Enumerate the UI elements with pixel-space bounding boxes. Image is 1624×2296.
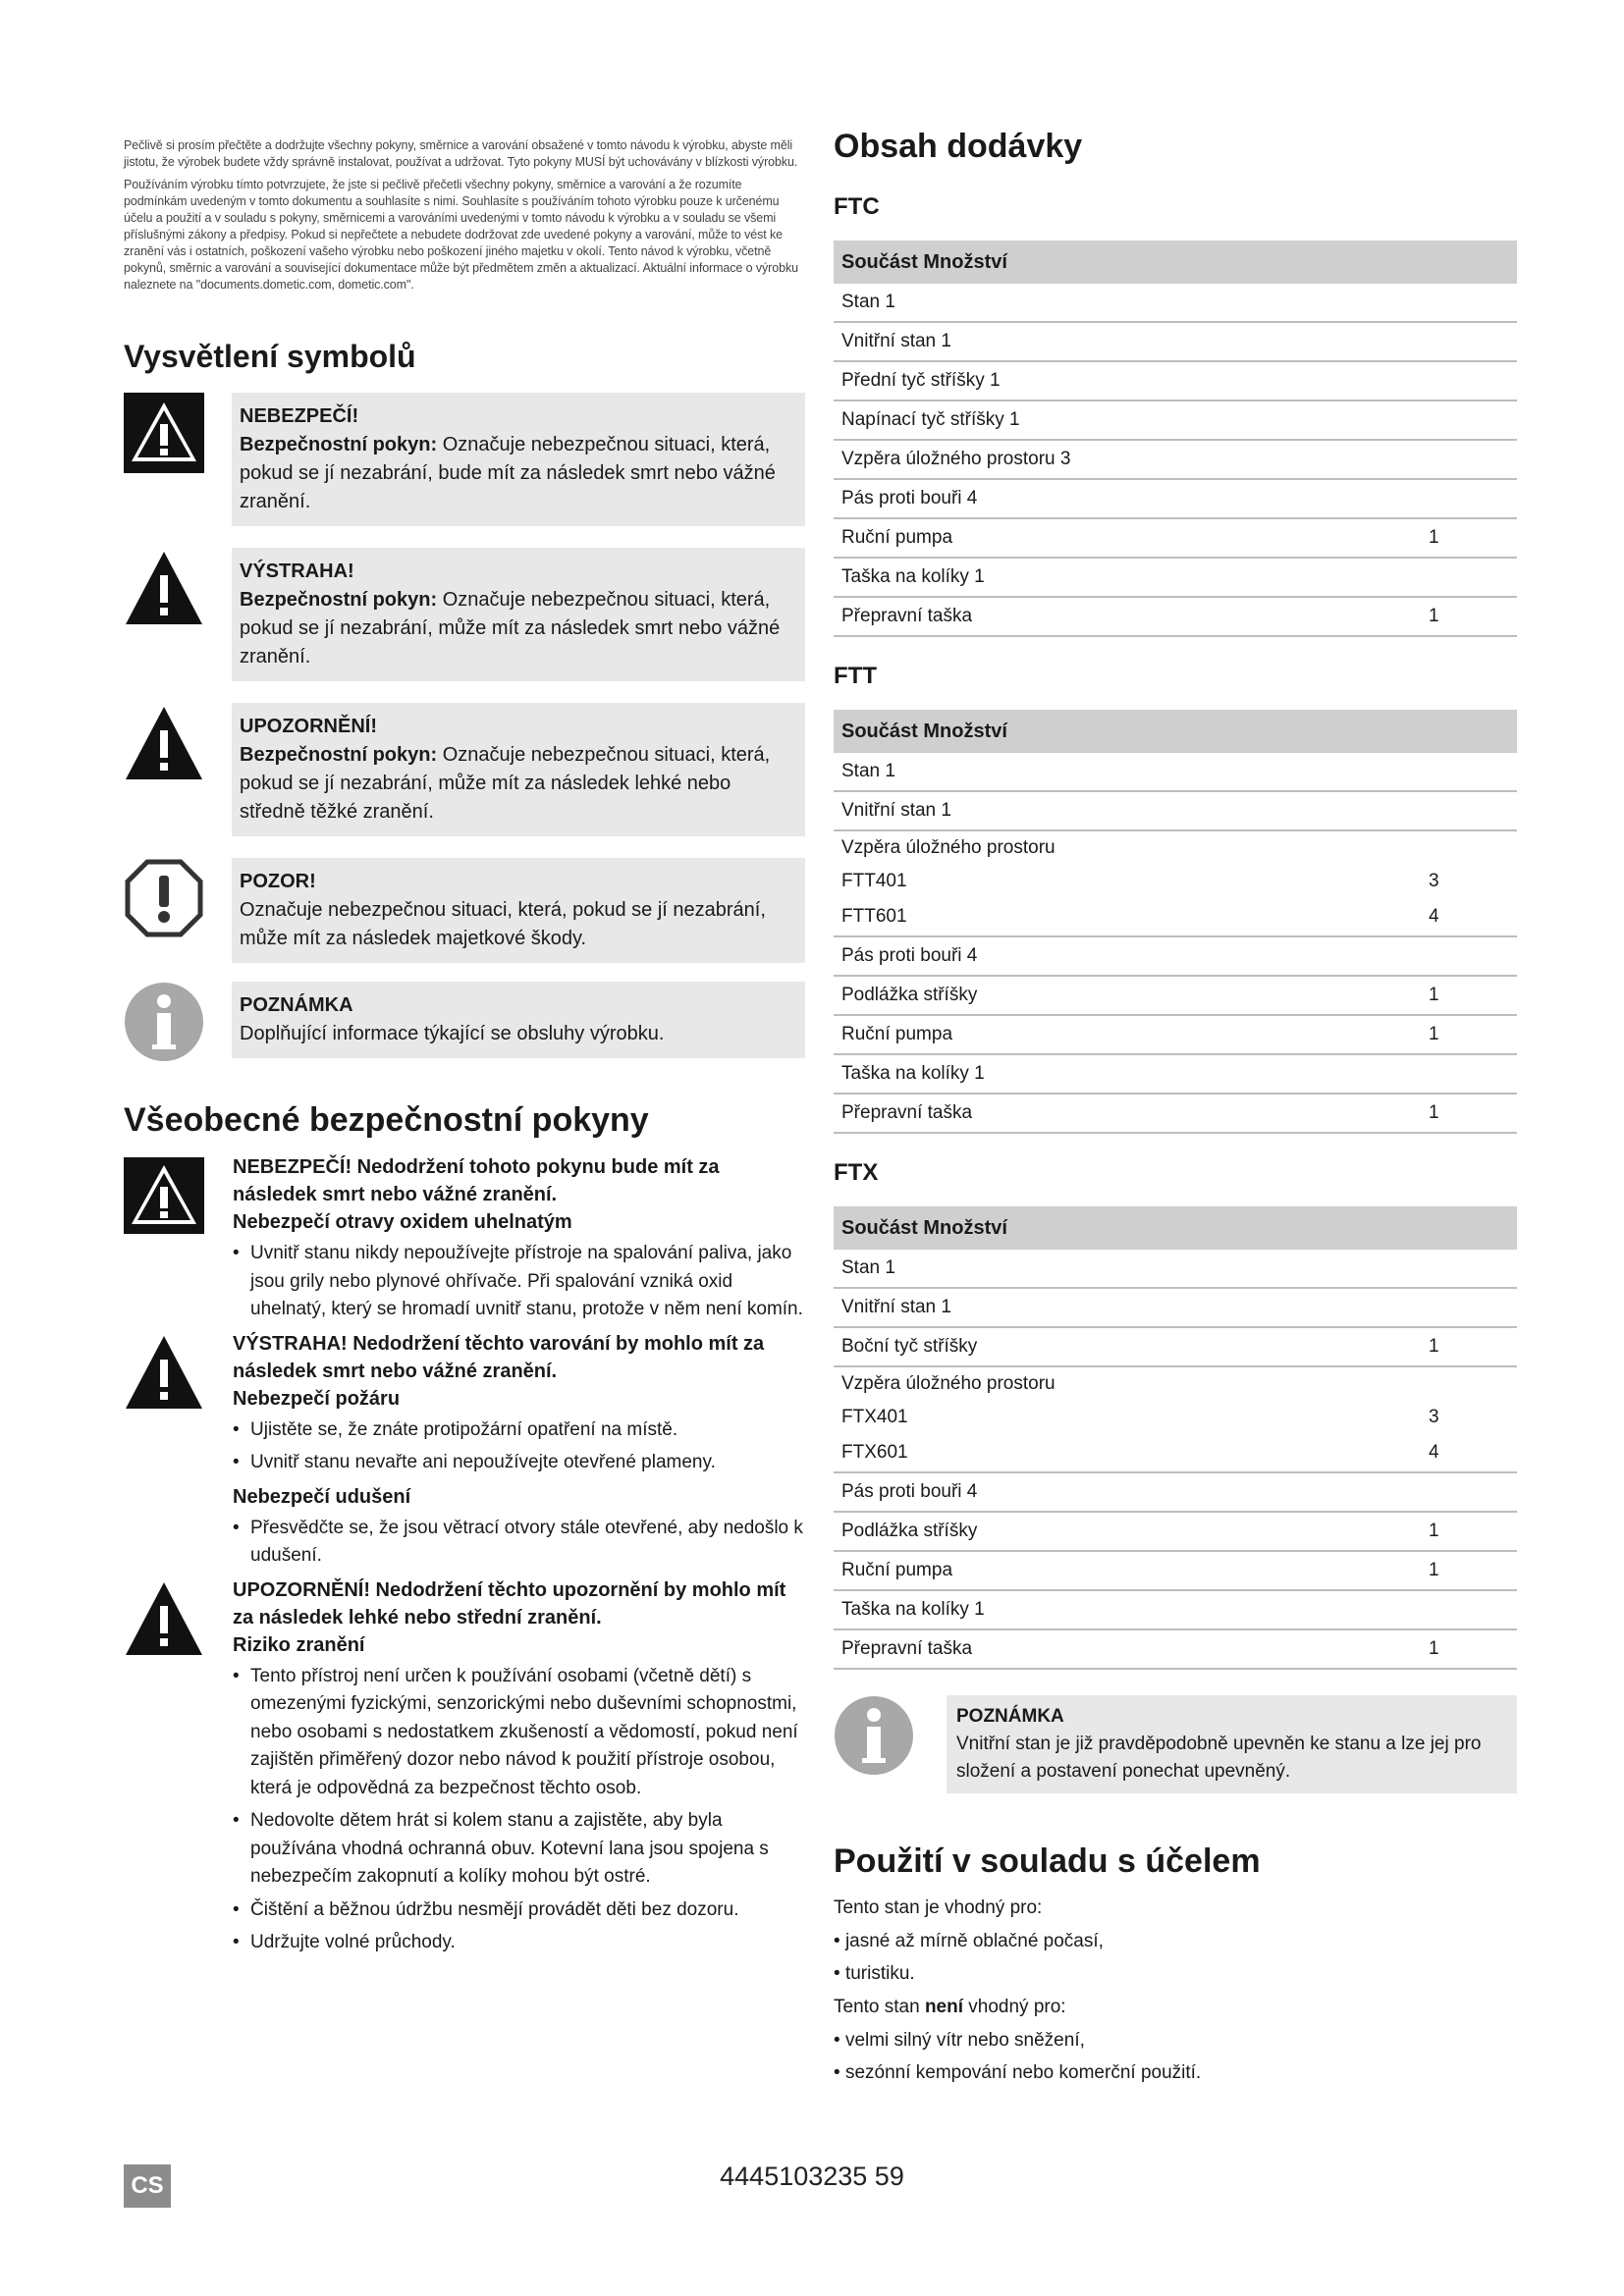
unsuitable-post: vhodný pro: bbox=[963, 1997, 1066, 2017]
row-item-name: Podlážka stříšky bbox=[841, 1521, 978, 1541]
row-item-qty bbox=[1429, 1289, 1517, 1326]
unsuitable-intro bbox=[834, 1994, 1517, 2021]
row-item-name: Podlážka stříšky bbox=[841, 985, 978, 1005]
safety-warning-list-fire bbox=[233, 1416, 805, 1477]
table-row bbox=[834, 831, 1517, 865]
row-item-qty: 1 bbox=[1429, 985, 1439, 1005]
row-item-qty bbox=[1429, 362, 1517, 400]
unsuitable-pre: Tento stan bbox=[834, 1997, 925, 2017]
symbol-danger-box bbox=[232, 393, 805, 526]
row-item-qty: 1 bbox=[1429, 1560, 1439, 1580]
symbol-caution-title: UPOZORNĚNÍ! bbox=[240, 716, 377, 737]
row-item-qty: 1 bbox=[1429, 606, 1439, 626]
table-row bbox=[834, 1095, 1517, 1134]
row-item-qty: 1 bbox=[1429, 1102, 1439, 1123]
contents-note-box bbox=[947, 1695, 1517, 1793]
left-column bbox=[124, 137, 805, 1963]
row-item-name: Vnitřní stan 1 bbox=[841, 1297, 951, 1317]
list-item: • Nedovolte dětem hrát si kolem stanu a zajistěte, aby byla používána vhodná ochranná obuv. Kotevní lana jsou spojena s nebezpečím zakopnutí a kolíky mohou být ostré. bbox=[233, 1807, 805, 1892]
table-row bbox=[834, 937, 1517, 977]
symbol-caution-text: Označuje nebezpečnou situaci, která, pokud se jí nezabrání, může mít za následek lehké nebo středně těžké zranění. bbox=[240, 744, 771, 823]
safety-caution-head: UPOZORNĚNÍ! Nedodržení těchto upozornění by mohlo mít za následek lehké nebo střední zranění. bbox=[233, 1578, 786, 1629]
table-row bbox=[834, 1250, 1517, 1289]
intro-paragraph-1: Pečlivě si prosím přečtěte a dodržujte všechny pokyny, směrnice a varování obsažené v tomto návodu k výrobku, abyste měli jistotu, že výrobek budete vždy správně instalovat, používat a udržovat. Tyto pokyny MUSÍ být uchovávány v blízkosti výrobku. bbox=[124, 138, 798, 169]
intended-use-heading: Použití v souladu s účelem bbox=[834, 1842, 1261, 1880]
contents-note-text: Vnitřní stan je již pravděpodobně upevněn ke stanu a lze jej pro složení a postavení ponechat upevněný. bbox=[956, 1734, 1482, 1782]
list-item: • Uvnitř stanu nevařte ani nepoužívejte otevřené plameny. bbox=[233, 1449, 805, 1477]
unsuitable-bold: není bbox=[924, 1997, 964, 2017]
row-item-qty bbox=[1429, 559, 1517, 596]
symbol-note-text: Doplňující informace týkající se obsluhy výrobku. bbox=[240, 1023, 665, 1044]
row-item-name: Pás proti bouři 4 bbox=[841, 488, 978, 508]
row-item-qty bbox=[1429, 1250, 1517, 1287]
row-item-qty bbox=[1429, 480, 1517, 517]
row-item-name: Vzpěra úložného prostoru bbox=[841, 1373, 1056, 1394]
safety-heading: Všeobecné bezpečnostní pokyny bbox=[124, 1101, 649, 1139]
row-item-qty: 1 bbox=[1429, 527, 1439, 548]
info-icon bbox=[834, 1695, 914, 1776]
table-row bbox=[834, 1434, 1517, 1473]
row-item-qty bbox=[1429, 323, 1517, 360]
row-item-qty bbox=[1429, 937, 1517, 975]
row-item-name: Přepravní taška bbox=[841, 1102, 973, 1123]
warning-icon bbox=[124, 1334, 204, 1411]
row-item-qty bbox=[1429, 831, 1517, 865]
row-item-name: Vnitřní stan 1 bbox=[841, 331, 951, 351]
contents-tables bbox=[834, 193, 1517, 1670]
list-item: • Ujistěte se, že znáte protipožární opatření na místě. bbox=[233, 1416, 805, 1445]
symbol-danger-lead: Bezpečnostní pokyn: bbox=[240, 434, 438, 455]
row-item-name: Vzpěra úložného prostoru bbox=[841, 837, 1056, 858]
list-item: • Čištění a běžnou údržbu nesmějí provádět děti bez dozoru. bbox=[233, 1896, 805, 1925]
row-item-qty: 3 bbox=[1429, 871, 1439, 891]
intro-text bbox=[124, 137, 805, 294]
row-item-qty bbox=[1429, 1473, 1517, 1511]
table-title: FTX bbox=[834, 1159, 879, 1186]
row-item-name: Přepravní taška bbox=[841, 606, 973, 626]
contents-note bbox=[834, 1695, 1517, 1813]
safety-caution-list bbox=[233, 1663, 805, 1957]
danger-icon bbox=[124, 1157, 204, 1234]
row-item-name: Pás proti bouři 4 bbox=[841, 945, 978, 966]
row-item-name: Přepravní taška bbox=[841, 1638, 973, 1659]
row-item-qty bbox=[1429, 284, 1517, 321]
symbol-note bbox=[124, 982, 805, 1080]
intended-use bbox=[834, 1895, 1517, 2087]
symbol-note-box bbox=[232, 982, 805, 1058]
row-item-qty: 4 bbox=[1429, 1442, 1439, 1463]
symbol-notice bbox=[124, 858, 805, 982]
list-item: • velmi silný vítr nebo sněžení, bbox=[834, 2027, 1517, 2055]
row-item-name: Napínací tyč stříšky 1 bbox=[841, 409, 1020, 430]
safety-danger bbox=[124, 1153, 805, 1324]
right-column bbox=[834, 128, 1517, 2093]
contents-note-title: POZNÁMKA bbox=[956, 1706, 1064, 1727]
intro-paragraph-2: Používáním výrobku tímto potvrzujete, že jste si pečlivě přečetli všechny pokyny, směrnice a varování a že rozumíte podmínkám uvedeným v tomto dokumentu a souhlasíte s nimi. Souhlasíte s používáním tohoto výrobku pouze k určenému účelu a použití a v souladu s pokyny, směrnicemi a varováními uvedenými v tomto návodu k výrobku a v souladu se všemi příslušnými zákony a předpisy. Pokud si nepřečtete a nebudete dodržovat zde uvedené pokyny a varování, může to vést ke zranění vás i ostatních, poškození vašeho výrobku nebo poškození jiného majetku v okolí. Tento návod k výrobku, včetně pokynů, směrnic a varování a související dokumentace může být předmětem změn a aktualizací. Aktuální informace o výrobku naleznete na "documents.dometic.com, dometic.com". bbox=[124, 178, 798, 292]
table-row bbox=[834, 1630, 1517, 1670]
list-item: • Udržujte volné průchody. bbox=[233, 1929, 805, 1957]
row-item-qty: 4 bbox=[1429, 906, 1439, 927]
table-row bbox=[834, 1328, 1517, 1367]
table-row bbox=[834, 1367, 1517, 1401]
row-item-qty: 1 bbox=[1429, 1638, 1439, 1659]
list-item: • turistiku. bbox=[834, 1960, 1517, 1988]
symbol-caution-box bbox=[232, 703, 805, 836]
contents-heading: Obsah dodávky bbox=[834, 128, 1083, 165]
table-header: Součást Množství bbox=[834, 710, 1517, 753]
table-row bbox=[834, 519, 1517, 559]
notice-octagon-icon bbox=[124, 858, 204, 938]
safety-danger-head: NEBEZPEČÍ! Nedodržení tohoto pokynu bude mít za následek smrt nebo vážné zranění. bbox=[233, 1156, 720, 1205]
table-row bbox=[834, 441, 1517, 480]
row-item-qty bbox=[1429, 753, 1517, 790]
row-item-qty: 1 bbox=[1429, 1024, 1439, 1044]
row-item-name: Taška na kolíky 1 bbox=[841, 1063, 985, 1084]
symbol-notice-title: POZOR! bbox=[240, 871, 316, 892]
table-row bbox=[834, 1591, 1517, 1630]
row-item-qty bbox=[1429, 1367, 1517, 1401]
row-item-name: Stan 1 bbox=[841, 1257, 895, 1278]
row-item-qty bbox=[1429, 441, 1517, 478]
contents-table bbox=[834, 240, 1517, 637]
row-item-name: FTX601 bbox=[841, 1442, 908, 1463]
symbol-danger-title: NEBEZPEČÍ! bbox=[240, 405, 359, 427]
row-item-qty bbox=[1429, 1055, 1517, 1093]
danger-icon bbox=[124, 393, 204, 473]
info-icon bbox=[124, 982, 204, 1062]
row-item-name: Pás proti bouři 4 bbox=[841, 1481, 978, 1502]
table-row bbox=[834, 323, 1517, 362]
table-row bbox=[834, 898, 1517, 937]
table-row bbox=[834, 1473, 1517, 1513]
symbol-caution bbox=[124, 703, 805, 858]
symbol-notice-text: Označuje nebezpečnou situaci, která, pokud se jí nezabrání, může mít za následek majetkové škody. bbox=[240, 899, 766, 949]
table-row bbox=[834, 1289, 1517, 1328]
safety-danger-list bbox=[233, 1240, 805, 1324]
table-row bbox=[834, 284, 1517, 323]
safety-caution bbox=[124, 1576, 805, 1957]
safety-warning-sub-fire: Nebezpečí požáru bbox=[233, 1387, 401, 1410]
table-title: FTT bbox=[834, 663, 877, 689]
table-row bbox=[834, 401, 1517, 441]
row-item-name: Ruční pumpa bbox=[841, 527, 953, 548]
row-item-name: Ruční pumpa bbox=[841, 1024, 953, 1044]
list-item: • Přesvědčte se, že jsou větrací otvory stále otevřené, aby nedošlo k udušení. bbox=[233, 1515, 805, 1571]
row-item-qty bbox=[1429, 401, 1517, 439]
table-row bbox=[834, 977, 1517, 1016]
row-item-name: Stan 1 bbox=[841, 292, 895, 312]
contents-table bbox=[834, 1206, 1517, 1670]
table-row bbox=[834, 1055, 1517, 1095]
table-header: Součást Množství bbox=[834, 240, 1517, 284]
symbol-danger bbox=[124, 393, 805, 548]
row-item-qty: 1 bbox=[1429, 1336, 1439, 1357]
list-item: • Uvnitř stanu nikdy nepoužívejte přístroje na spalování paliva, jako jsou grily nebo plynové ohřívače. Při spalování vzniká oxid uhelnatý, který se hromadí uvnitř stanu, protože v něm není komín. bbox=[233, 1240, 805, 1324]
symbol-warning-lead: Bezpečnostní pokyn: bbox=[240, 589, 438, 611]
table-header: Součást Množství bbox=[834, 1206, 1517, 1250]
contents-table bbox=[834, 710, 1517, 1134]
safety-warning-sub-suffocation: Nebezpečí udušení bbox=[233, 1485, 411, 1508]
row-item-name: Vzpěra úložného prostoru 3 bbox=[841, 449, 1071, 469]
table-row bbox=[834, 559, 1517, 598]
list-item: • jasné až mírně oblačné počasí, bbox=[834, 1928, 1517, 1955]
safety-warning-head: VÝSTRAHA! Nedodržení těchto varování by mohlo mít za následek smrt nebo vážné zranění. bbox=[233, 1332, 765, 1382]
row-item-qty bbox=[1429, 1591, 1517, 1629]
row-item-qty: 1 bbox=[1429, 1521, 1439, 1541]
table-row bbox=[834, 598, 1517, 637]
row-item-name: FTT401 bbox=[841, 871, 907, 891]
table-row bbox=[834, 865, 1517, 898]
symbol-caution-lead: Bezpečnostní pokyn: bbox=[240, 744, 438, 766]
table-row bbox=[834, 1513, 1517, 1552]
row-item-name: Taška na kolíky 1 bbox=[841, 1599, 985, 1620]
safety-caution-sub: Riziko zranění bbox=[233, 1633, 365, 1656]
warning-icon bbox=[124, 548, 204, 628]
language-badge: CS bbox=[124, 2164, 171, 2208]
symbol-warning-title: VÝSTRAHA! bbox=[240, 561, 354, 582]
row-item-name: Vnitřní stan 1 bbox=[841, 800, 951, 821]
row-item-qty bbox=[1429, 792, 1517, 829]
symbol-danger-text: Označuje nebezpečnou situaci, která, pokud se jí nezabrání, bude mít za následek smrt nebo vážné zranění. bbox=[240, 434, 776, 512]
symbol-warning-box bbox=[232, 548, 805, 681]
safety-warning-list-suffocation bbox=[233, 1515, 805, 1571]
unsuitable-list bbox=[834, 2027, 1517, 2087]
table-row bbox=[834, 480, 1517, 519]
symbol-warning bbox=[124, 548, 805, 703]
safety-warning bbox=[124, 1330, 805, 1571]
suitable-intro: Tento stan je vhodný pro: bbox=[834, 1897, 1043, 1918]
row-item-name: FTX401 bbox=[841, 1407, 908, 1427]
caution-icon bbox=[124, 703, 204, 783]
safety-danger-sub: Nebezpečí otravy oxidem uhelnatým bbox=[233, 1211, 572, 1233]
table-row bbox=[834, 792, 1517, 831]
row-item-name: Taška na kolíky 1 bbox=[841, 566, 985, 587]
row-item-name: Přední tyč stříšky 1 bbox=[841, 370, 1001, 391]
symbol-warning-text: Označuje nebezpečnou situaci, která, pokud se jí nezabrání, může mít za následek smrt nebo vážné zranění. bbox=[240, 589, 781, 667]
table-row bbox=[834, 753, 1517, 792]
row-item-name: Stan 1 bbox=[841, 761, 895, 781]
table-title: FTC bbox=[834, 193, 880, 220]
suitable-list bbox=[834, 1928, 1517, 1988]
table-row bbox=[834, 1401, 1517, 1434]
table-row bbox=[834, 1552, 1517, 1591]
caution-icon bbox=[124, 1580, 204, 1657]
symbol-notice-box bbox=[232, 858, 805, 963]
list-item: • sezónní kempování nebo komerční použití. bbox=[834, 2059, 1517, 2087]
row-item-name: FTT601 bbox=[841, 906, 907, 927]
row-item-name: Boční tyč stříšky bbox=[841, 1336, 978, 1357]
row-item-qty: 3 bbox=[1429, 1407, 1439, 1427]
list-item: • Tento přístroj není určen k používání osobami (včetně dětí) s omezenými fyzickými, senzorickými nebo duševními schopnostmi, nebo osobami s nedostatkem zkušeností a vědomostí, pokud není zajištěn přiměřený dozor nebo návod k použití přístroje osobou, která je odpovědná za bezpečnost těchto osob. bbox=[233, 1663, 805, 1803]
symbol-note-title: POZNÁMKA bbox=[240, 994, 353, 1016]
table-row bbox=[834, 1016, 1517, 1055]
table-row bbox=[834, 362, 1517, 401]
page-number: 4445103235 59 bbox=[720, 2162, 904, 2191]
row-item-name: Ruční pumpa bbox=[841, 1560, 953, 1580]
symbols-heading: Vysvětlení symbolů bbox=[124, 339, 416, 374]
